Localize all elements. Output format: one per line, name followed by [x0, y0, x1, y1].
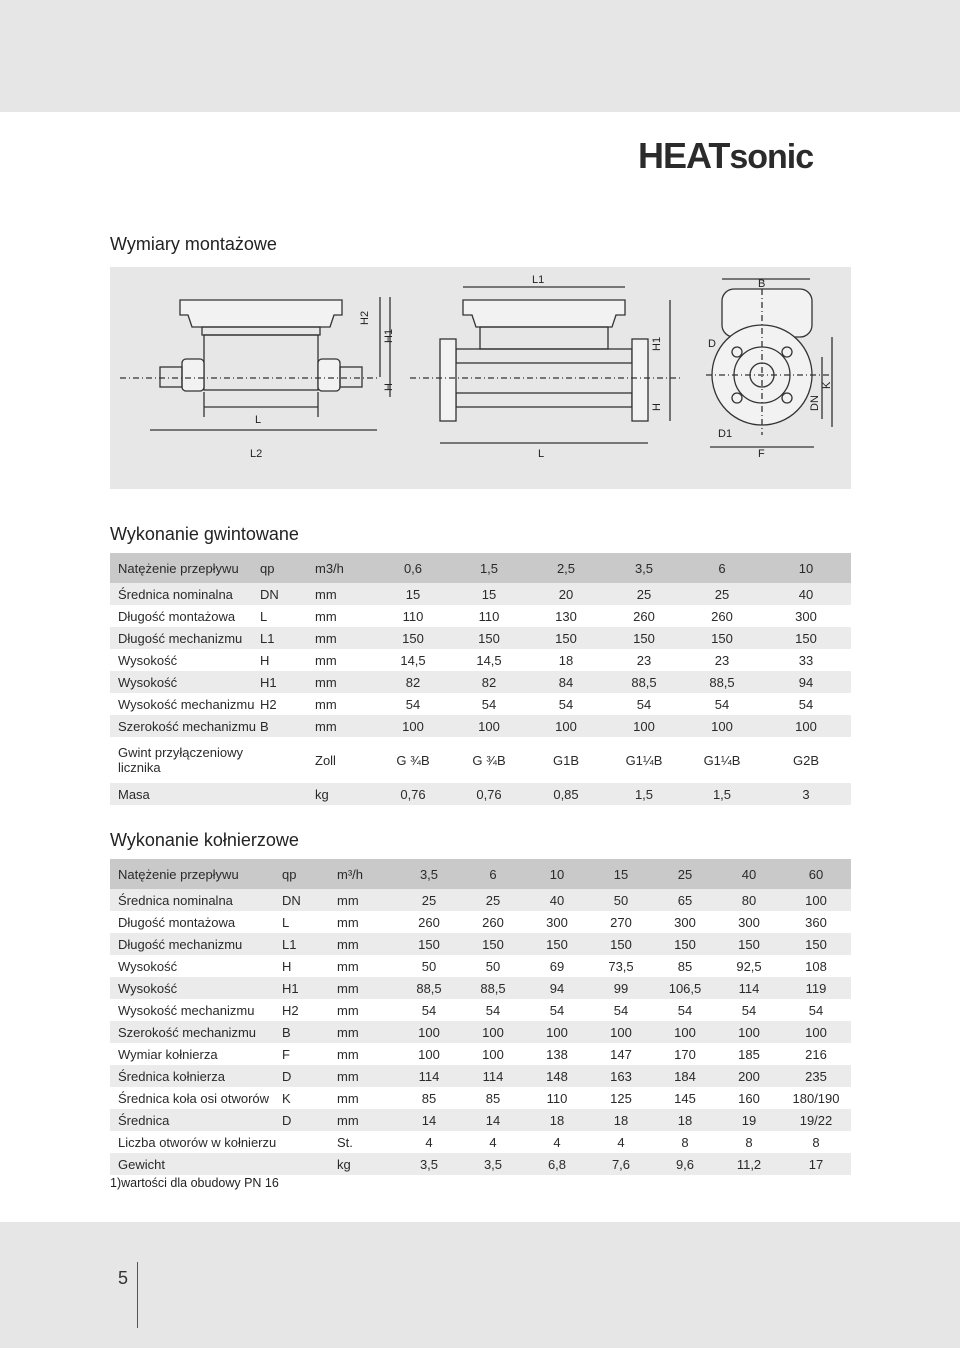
table-cell: 10 [761, 553, 851, 583]
row-label: Średnica koła osi otworów [110, 1087, 282, 1109]
table-cell: 33 [761, 649, 851, 671]
table-row [110, 783, 851, 805]
table-cell: 54 [605, 693, 683, 715]
table-cell: 360 [781, 911, 851, 933]
table-row [110, 1021, 851, 1043]
table-cell: 54 [683, 693, 761, 715]
table-cell: 18 [589, 1109, 653, 1131]
table-row [110, 583, 851, 605]
table-cell: 40 [717, 859, 781, 889]
logo-text-sonic: sonic [729, 138, 814, 176]
dimensions-drawing [110, 267, 851, 489]
row-label: Średnica kołnierza [110, 1065, 282, 1087]
row-label: Gewicht [110, 1153, 282, 1175]
label-k: K [821, 381, 833, 389]
table-cell: 88,5 [397, 977, 461, 999]
flanged-title: Wykonanie kołnierzowe [110, 830, 299, 850]
table-cell: 300 [717, 911, 781, 933]
table-cell: 2,5 [527, 553, 605, 583]
table-cell: 260 [397, 911, 461, 933]
row-label: Liczba otworów w kołnierzu [110, 1131, 282, 1153]
table-header-row [110, 859, 851, 889]
table-row [110, 671, 851, 693]
table-row [110, 1153, 851, 1175]
label-l1: L1 [532, 274, 545, 286]
table-cell: 25 [653, 859, 717, 889]
table-cell: 15 [375, 583, 451, 605]
table-cell: 80 [717, 889, 781, 911]
label-h2: H2 [359, 310, 371, 325]
row-symbol: DN [260, 583, 315, 605]
table-cell: 15 [451, 583, 527, 605]
row-label: Wysokość [110, 977, 282, 999]
row-unit: mm [315, 627, 375, 649]
table-cell: 100 [397, 1021, 461, 1043]
table-cell: 150 [761, 627, 851, 649]
row-unit: mm [337, 889, 397, 911]
row-unit: mm [337, 1087, 397, 1109]
row-unit: mm [337, 933, 397, 955]
table-cell: 160 [717, 1087, 781, 1109]
table-cell: 14,5 [375, 649, 451, 671]
table-cell: 54 [781, 999, 851, 1021]
row-label: Wysokość [110, 649, 260, 671]
table-cell: 138 [525, 1043, 589, 1065]
row-label: Długość montażowa [110, 605, 260, 627]
row-unit: mm [315, 693, 375, 715]
row-unit: mm [337, 911, 397, 933]
table-cell: G2B [761, 737, 851, 783]
row-label: Wysokość [110, 671, 260, 693]
table-cell: 100 [605, 715, 683, 737]
table-cell: 235 [781, 1065, 851, 1087]
table-cell: 14 [397, 1109, 461, 1131]
dimensions-diagram [110, 267, 851, 489]
table-cell: 260 [605, 605, 683, 627]
row-symbol: L [282, 911, 337, 933]
row-symbol: H [260, 649, 315, 671]
label-d1: D1 [718, 428, 733, 440]
table-cell: 110 [375, 605, 451, 627]
row-label: Masa [110, 783, 260, 805]
table-row [110, 889, 851, 911]
table-cell: 260 [461, 911, 525, 933]
top-band [0, 0, 960, 112]
table-row [110, 1087, 851, 1109]
table-row [110, 649, 851, 671]
table-cell: 100 [397, 1043, 461, 1065]
row-symbol: B [282, 1021, 337, 1043]
label-l2: L2 [250, 448, 263, 460]
table-cell: 23 [605, 649, 683, 671]
table-cell: 100 [461, 1021, 525, 1043]
table-cell: 50 [589, 889, 653, 911]
table-cell: 50 [397, 955, 461, 977]
table-cell: 150 [683, 627, 761, 649]
table-cell: 8 [781, 1131, 851, 1153]
table-row [110, 737, 851, 783]
table-cell: 100 [683, 715, 761, 737]
row-label: Średnica [110, 1109, 282, 1131]
table-cell: 0,85 [527, 783, 605, 805]
table-cell: 6 [683, 553, 761, 583]
table-cell: 150 [781, 933, 851, 955]
page-number: 5 [118, 1268, 129, 1288]
threaded-spec-table [110, 553, 851, 805]
table-cell: 100 [527, 715, 605, 737]
table-cell: 100 [461, 1043, 525, 1065]
row-symbol: qp [282, 859, 337, 889]
table-cell: 114 [397, 1065, 461, 1087]
label-h-mid: H [651, 403, 663, 411]
table-row [110, 715, 851, 737]
table-row [110, 911, 851, 933]
table-cell: 17 [781, 1153, 851, 1175]
table-cell: 54 [653, 999, 717, 1021]
table-cell: 85 [397, 1087, 461, 1109]
table-cell: G1¼B [605, 737, 683, 783]
table-cell: 100 [761, 715, 851, 737]
flanged-spec-table [110, 859, 851, 1175]
table-cell: 18 [527, 649, 605, 671]
table-cell: 69 [525, 955, 589, 977]
row-unit: mm [337, 1043, 397, 1065]
row-symbol: D [282, 1065, 337, 1087]
table-cell: 4 [461, 1131, 525, 1153]
table-row [110, 605, 851, 627]
table-cell: 0,6 [375, 553, 451, 583]
table-cell: 6 [461, 859, 525, 889]
row-label: Szerokość mechanizmu [110, 1021, 282, 1043]
table-cell: 18 [653, 1109, 717, 1131]
table-cell: 0,76 [375, 783, 451, 805]
table-cell: 19 [717, 1109, 781, 1131]
table-cell: 108 [781, 955, 851, 977]
table-cell: 82 [375, 671, 451, 693]
row-symbol: L [260, 605, 315, 627]
table-cell: 9,6 [653, 1153, 717, 1175]
table-cell: 130 [527, 605, 605, 627]
table-cell: 100 [781, 889, 851, 911]
row-unit: mm [315, 671, 375, 693]
table-cell: 20 [527, 583, 605, 605]
table-cell: 19/22 [781, 1109, 851, 1131]
table-cell: 110 [451, 605, 527, 627]
row-label: Wysokość mechanizmu [110, 693, 260, 715]
table-cell: 147 [589, 1043, 653, 1065]
table-cell: 119 [781, 977, 851, 999]
table-cell: 216 [781, 1043, 851, 1065]
table-cell: 15 [589, 859, 653, 889]
table-cell: 114 [717, 977, 781, 999]
table-cell: 270 [589, 911, 653, 933]
row-symbol: DN [282, 889, 337, 911]
table-cell: 14,5 [451, 649, 527, 671]
table-cell: 25 [397, 889, 461, 911]
row-unit: mm [315, 583, 375, 605]
row-symbol: H1 [282, 977, 337, 999]
row-unit: kg [315, 783, 375, 805]
table-cell: 125 [589, 1087, 653, 1109]
table-cell: 8 [717, 1131, 781, 1153]
table-cell: 3,5 [397, 1153, 461, 1175]
table-row [110, 1131, 851, 1153]
table-cell: G ¾B [375, 737, 451, 783]
row-label: Wysokość mechanizmu [110, 999, 282, 1021]
table-cell: 150 [397, 933, 461, 955]
label-l-left: L [255, 414, 262, 426]
dimensions-title: Wymiary montażowe [110, 234, 277, 254]
table-cell: 94 [525, 977, 589, 999]
table-cell: 11,2 [717, 1153, 781, 1175]
table-cell: 150 [451, 627, 527, 649]
table-cell: 4 [397, 1131, 461, 1153]
table-row [110, 627, 851, 649]
row-unit: kg [337, 1153, 397, 1175]
table-cell: 1,5 [683, 783, 761, 805]
row-symbol: D [282, 1109, 337, 1131]
table-cell: 25 [683, 583, 761, 605]
heatsonic-logo [638, 134, 813, 178]
label-h1-mid: H1 [651, 336, 663, 351]
table-cell: 85 [461, 1087, 525, 1109]
table-cell: 65 [653, 889, 717, 911]
table-cell: 50 [461, 955, 525, 977]
table-cell: 100 [653, 1021, 717, 1043]
table-cell: 150 [461, 933, 525, 955]
table-cell: 300 [525, 911, 589, 933]
table-cell: 150 [717, 933, 781, 955]
table-cell: 73,5 [589, 955, 653, 977]
table-cell: 6,8 [525, 1153, 589, 1175]
table-cell: 150 [605, 627, 683, 649]
table-cell: 3 [761, 783, 851, 805]
table-cell: 25 [605, 583, 683, 605]
row-label: Gwint przyłączeniowy licznika [110, 737, 260, 783]
table-cell: 100 [717, 1021, 781, 1043]
table-row [110, 955, 851, 977]
row-unit: mm [337, 1065, 397, 1087]
table-cell: 82 [451, 671, 527, 693]
table-cell: 14 [461, 1109, 525, 1131]
table-cell: 54 [527, 693, 605, 715]
row-label: Średnica nominalna [110, 583, 260, 605]
row-label: Długość montażowa [110, 911, 282, 933]
row-unit: m3/h [315, 553, 375, 583]
row-symbol: B [260, 715, 315, 737]
row-symbol: H2 [260, 693, 315, 715]
table-row [110, 1065, 851, 1087]
table-cell: 84 [527, 671, 605, 693]
table-cell: 150 [527, 627, 605, 649]
table-cell: 54 [451, 693, 527, 715]
table-cell: 7,6 [589, 1153, 653, 1175]
table-cell: 106,5 [653, 977, 717, 999]
table-row [110, 1043, 851, 1065]
row-unit: mm [337, 1109, 397, 1131]
table-cell: 163 [589, 1065, 653, 1087]
table-row [110, 693, 851, 715]
row-label: Długość mechanizmu [110, 627, 260, 649]
row-label: Szerokość mechanizmu [110, 715, 260, 737]
footnote: 1)wartości dla obudowy PN 16 [110, 1176, 279, 1190]
table-cell: 260 [683, 605, 761, 627]
table-cell: 54 [375, 693, 451, 715]
row-label: Długość mechanizmu [110, 933, 282, 955]
table-cell: 110 [525, 1087, 589, 1109]
table-row [110, 933, 851, 955]
row-symbol: H [282, 955, 337, 977]
table-cell: G1¼B [683, 737, 761, 783]
row-symbol: K [282, 1087, 337, 1109]
label-h-left: H [383, 383, 395, 391]
table-cell: 94 [761, 671, 851, 693]
row-unit: mm [337, 999, 397, 1021]
table-cell: 40 [525, 889, 589, 911]
table-cell: 54 [525, 999, 589, 1021]
table-header-row [110, 553, 851, 583]
table-cell: 10 [525, 859, 589, 889]
table-cell: 88,5 [461, 977, 525, 999]
row-label: Natężenie przepływu [110, 859, 282, 889]
table-cell: 4 [525, 1131, 589, 1153]
label-f: F [758, 448, 765, 460]
table-cell: G1B [527, 737, 605, 783]
table-cell: 54 [397, 999, 461, 1021]
table-cell: 180/190 [781, 1087, 851, 1109]
row-unit: m³/h [337, 859, 397, 889]
table-cell: 184 [653, 1065, 717, 1087]
row-label: Natężenie przepływu [110, 553, 260, 583]
row-unit: Zoll [315, 737, 375, 783]
row-symbol [260, 737, 315, 783]
row-symbol: F [282, 1043, 337, 1065]
table-cell: 150 [589, 933, 653, 955]
row-symbol: L1 [282, 933, 337, 955]
table-row [110, 977, 851, 999]
row-symbol: L1 [260, 627, 315, 649]
row-label: Wymiar kołnierza [110, 1043, 282, 1065]
label-h1-left: H1 [383, 328, 395, 343]
table-cell: 145 [653, 1087, 717, 1109]
table-cell: 200 [717, 1065, 781, 1087]
table-cell: 88,5 [683, 671, 761, 693]
row-unit: mm [315, 605, 375, 627]
row-unit: mm [337, 1021, 397, 1043]
table-cell: 92,5 [717, 955, 781, 977]
row-symbol: H1 [260, 671, 315, 693]
table-cell: 25 [461, 889, 525, 911]
table-cell: 40 [761, 583, 851, 605]
page-rule [137, 1262, 138, 1328]
table-cell: 54 [761, 693, 851, 715]
table-cell: 8 [653, 1131, 717, 1153]
table-cell: 54 [717, 999, 781, 1021]
table-cell: 100 [375, 715, 451, 737]
table-cell: 100 [589, 1021, 653, 1043]
table-row [110, 1109, 851, 1131]
table-cell: 185 [717, 1043, 781, 1065]
label-l-mid: L [538, 448, 545, 460]
label-d: D [708, 338, 716, 350]
table-cell: 18 [525, 1109, 589, 1131]
table-cell: 1,5 [605, 783, 683, 805]
table-cell: 85 [653, 955, 717, 977]
row-unit: St. [337, 1131, 397, 1153]
table-cell: 60 [781, 859, 851, 889]
table-cell: 100 [451, 715, 527, 737]
row-unit: mm [315, 715, 375, 737]
label-b: B [758, 278, 766, 290]
row-unit: mm [337, 955, 397, 977]
table-cell: 23 [683, 649, 761, 671]
row-label: Średnica nominalna [110, 889, 282, 911]
table-cell: 150 [653, 933, 717, 955]
logo-text-heat: HEAT [638, 135, 730, 176]
table-cell: 99 [589, 977, 653, 999]
row-symbol [260, 783, 315, 805]
threaded-title: Wykonanie gwintowane [110, 524, 299, 544]
table-cell: 3,5 [605, 553, 683, 583]
table-row [110, 999, 851, 1021]
table-cell: 114 [461, 1065, 525, 1087]
row-symbol: H2 [282, 999, 337, 1021]
table-cell: 3,5 [397, 859, 461, 889]
row-symbol: qp [260, 553, 315, 583]
table-cell: 88,5 [605, 671, 683, 693]
table-cell: 1,5 [451, 553, 527, 583]
table-cell: 3,5 [461, 1153, 525, 1175]
table-cell: 300 [761, 605, 851, 627]
row-unit: mm [337, 977, 397, 999]
table-cell: 0,76 [451, 783, 527, 805]
table-cell: 54 [461, 999, 525, 1021]
table-cell: 150 [525, 933, 589, 955]
row-unit: mm [315, 649, 375, 671]
table-cell: 100 [781, 1021, 851, 1043]
row-label: Wysokość [110, 955, 282, 977]
table-cell: 4 [589, 1131, 653, 1153]
label-dn: DN [809, 395, 821, 411]
row-symbol [282, 1131, 337, 1153]
table-cell: 150 [375, 627, 451, 649]
table-cell: 54 [589, 999, 653, 1021]
row-symbol [282, 1153, 337, 1175]
table-cell: 300 [653, 911, 717, 933]
table-cell: 170 [653, 1043, 717, 1065]
table-cell: G ¾B [451, 737, 527, 783]
table-cell: 148 [525, 1065, 589, 1087]
table-cell: 100 [525, 1021, 589, 1043]
